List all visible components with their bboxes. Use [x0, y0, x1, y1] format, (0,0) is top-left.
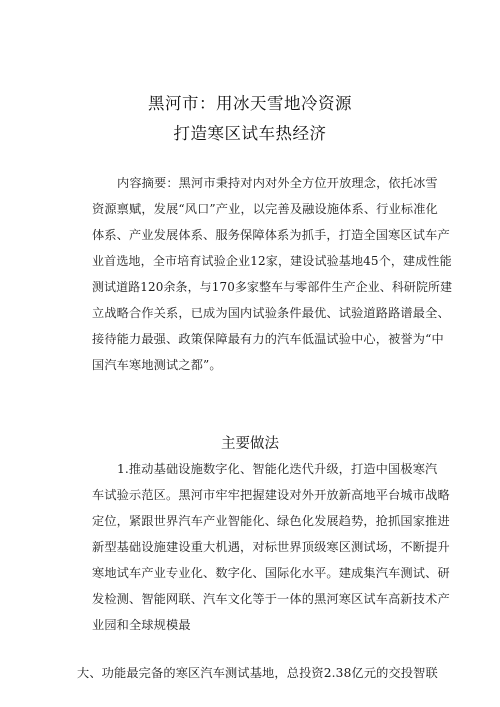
- summary-line: 接待能力最强、政策保障最有力的汽车低温试验中心，被誉为“中: [92, 332, 444, 346]
- summary-line: 测试道路120余条，与170多家整车与零部件生产企业、科研院所建: [92, 280, 453, 294]
- summary-line: 业首选地，全市培育试验企业12家，建设试验基地45个，建成性能: [92, 254, 452, 268]
- body-line: 寒地试车产业专业化、数字化、国际化水平。建成集汽车测试、研: [92, 566, 450, 580]
- continuation-line: 大、功能最完备的寒区汽车测试基地，总投资2.38亿元的交投智联: [77, 666, 438, 680]
- summary-line: 资源禀赋，发展“风口”产业，以完善及融设施体系、行业标准化: [92, 202, 438, 216]
- summary-line: 内容摘要：黑河市秉持对内对外全方位开放理念，依托冰雪: [117, 176, 438, 190]
- summary-line: 立战略合作关系，已成为国内试验条件最优、试验道路路谱最全、: [92, 306, 450, 320]
- body-line: 业园和全球规模最: [92, 618, 191, 632]
- summary-line: 国汽车寒地测试之都”。: [92, 358, 222, 372]
- body-line: 新型基础设施建设重大机遇，对标世界顶级寒区测试场，不断提升: [92, 540, 450, 554]
- document-title-line-2: 打造寒区试车热经济: [173, 124, 327, 143]
- document-title-line-1: 黑河市：用冰天雪地冷资源: [148, 94, 352, 113]
- body-line: 车试验示范区。黑河市牢牢把握建设对外开放新高地平台城市战略: [92, 488, 450, 502]
- body-line: 发检测、智能网联、汽车文化等于一体的黑河寒区试车高新技术产: [92, 592, 450, 606]
- body-line: 1.推动基础设施数字化、智能化迭代升级，打造中国极寒汽: [117, 462, 438, 476]
- section-heading: 主要做法: [221, 436, 279, 452]
- body-line: 定位，紧跟世界汽车产业智能化、绿色化发展趋势，抢抓国家推进: [92, 514, 450, 528]
- summary-line: 体系、产业发展体系、服务保障体系为抓手，打造全国寒区试车产: [92, 228, 450, 242]
